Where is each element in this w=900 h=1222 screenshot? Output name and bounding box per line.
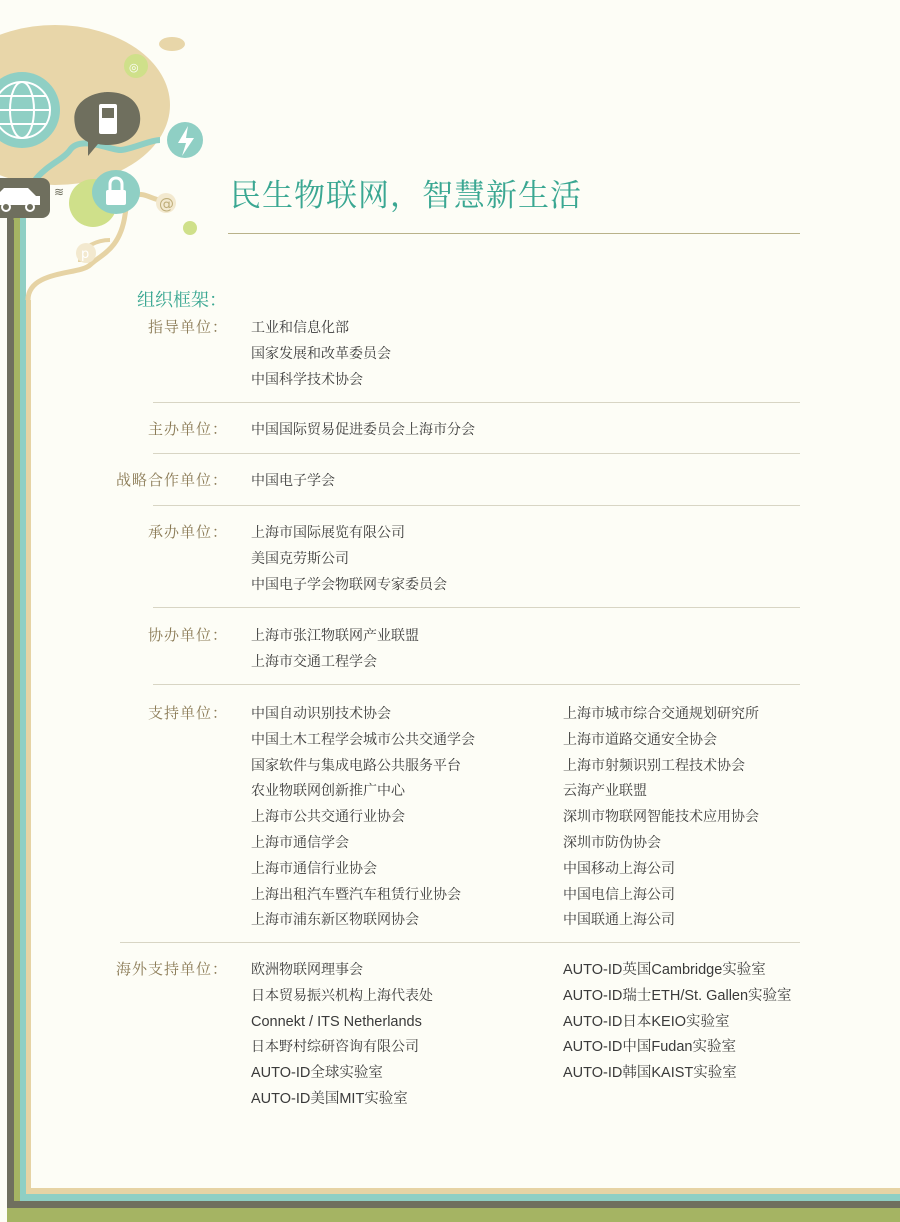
title-divider — [228, 233, 800, 234]
role-label: 协办单位： — [147, 626, 228, 644]
org-item: 云海产业联盟 — [563, 783, 647, 800]
org-item: 国家软件与集成电路公共服务平台 — [251, 757, 461, 774]
bottom-stripe-olive — [7, 1208, 900, 1222]
org-item: AUTO-ID瑞士ETH/St. Gallen实验室 — [563, 987, 792, 1004]
lock-icon — [106, 190, 126, 205]
trunk-stripe-olive — [14, 210, 20, 1222]
org-item: 中国电子学会物联网专家委员会 — [251, 576, 447, 593]
org-item: 上海市射频识别工程技术协会 — [563, 757, 745, 774]
divider — [153, 684, 800, 685]
org-list-left — [251, 958, 433, 1113]
divider — [153, 607, 800, 608]
bottom-stripe-dark — [7, 1201, 900, 1208]
page-title: 民生物联网，智慧新生活 — [230, 178, 582, 214]
org-item: AUTO-ID韩国KAIST实验室 — [563, 1065, 737, 1082]
trunk-stripe-dark — [7, 210, 14, 1222]
org-item: 上海出租汽车暨汽车租赁行业协会 — [251, 886, 461, 903]
org-item: 工业和信息化部 — [251, 320, 349, 336]
org-item: 日本野村综研咨询有限公司 — [251, 1039, 419, 1056]
org-list-right — [563, 958, 792, 1087]
org-item: AUTO-ID全球实验室 — [251, 1065, 383, 1082]
org-list — [251, 521, 447, 598]
role-label: 支持单位： — [147, 704, 228, 722]
at-sign-icon: @ — [159, 195, 174, 213]
role-label: 承办单位： — [147, 523, 228, 541]
org-list — [251, 469, 335, 495]
org-item: AUTO-ID中国Fudan实验室 — [563, 1039, 736, 1056]
wifi-icon: ≋ — [54, 185, 65, 199]
trunk-stripe-tan — [26, 300, 31, 1222]
org-item: AUTO-ID英国Cambridge实验室 — [563, 962, 766, 978]
org-item: 农业物联网创新推广中心 — [251, 783, 405, 800]
org-item: 上海市公共交通行业协会 — [251, 809, 405, 826]
role-label: 海外支持单位： — [115, 960, 228, 978]
org-item: 国家发展和改革委员会 — [251, 345, 391, 362]
bottom-stripe-tan — [26, 1188, 900, 1194]
org-item: 欧洲物联网理事会 — [251, 962, 363, 978]
org-item: AUTO-ID美国MIT实验室 — [251, 1090, 408, 1107]
pin-icon: p — [81, 247, 90, 262]
org-item: 上海市道路交通安全协会 — [563, 731, 717, 748]
org-item: 上海市通信行业协会 — [251, 860, 377, 877]
tan-small-bubble — [159, 37, 185, 51]
org-item: 上海市国际展览有限公司 — [251, 525, 405, 541]
org-item: 中国自动识别技术协会 — [251, 706, 391, 722]
org-item: 上海市通信学会 — [251, 834, 349, 851]
org-item: 深圳市防伪协会 — [563, 834, 661, 851]
lime-dot — [183, 221, 197, 235]
org-item: 中国科学技术协会 — [251, 371, 363, 388]
org-item: 上海市浦东新区物联网协会 — [251, 912, 419, 929]
chat-bubble-icon: ◎ — [129, 61, 139, 74]
org-item: 上海市张江物联网产业联盟 — [251, 628, 419, 644]
role-label: 指导单位： — [147, 318, 228, 336]
divider — [153, 402, 800, 403]
org-item: 深圳市物联网智能技术应用协会 — [563, 809, 759, 826]
org-list-right — [563, 702, 759, 934]
org-list-left — [251, 702, 475, 934]
org-item: 上海市城市综合交通规划研究所 — [563, 706, 759, 722]
role-label: 主办单位： — [147, 420, 228, 438]
section-heading: 组织框架： — [137, 290, 227, 311]
org-item: 中国联通上海公司 — [563, 912, 675, 929]
org-item: 中国电子学会 — [251, 473, 335, 489]
org-list — [251, 624, 419, 676]
org-item: 中国电信上海公司 — [563, 886, 675, 903]
divider — [153, 505, 800, 506]
org-item: 日本贸易振兴机构上海代表处 — [251, 987, 433, 1004]
divider — [120, 942, 800, 943]
divider — [153, 453, 800, 454]
org-item: 美国克劳斯公司 — [251, 550, 349, 567]
org-item: 上海市交通工程学会 — [251, 653, 377, 670]
org-item: 中国移动上海公司 — [563, 860, 675, 877]
org-list — [251, 418, 475, 444]
org-list — [251, 316, 391, 393]
org-item: 中国国际贸易促进委员会上海市分会 — [251, 422, 475, 438]
trunk-stripe-teal — [20, 200, 26, 1222]
org-item: AUTO-ID日本KEIO实验室 — [563, 1013, 730, 1030]
bottom-stripe-teal — [20, 1194, 900, 1201]
org-item: Connekt / ITS Netherlands — [251, 1013, 422, 1030]
org-item: 中国土木工程学会城市公共交通学会 — [251, 731, 475, 748]
role-label: 战略合作单位： — [115, 471, 228, 489]
